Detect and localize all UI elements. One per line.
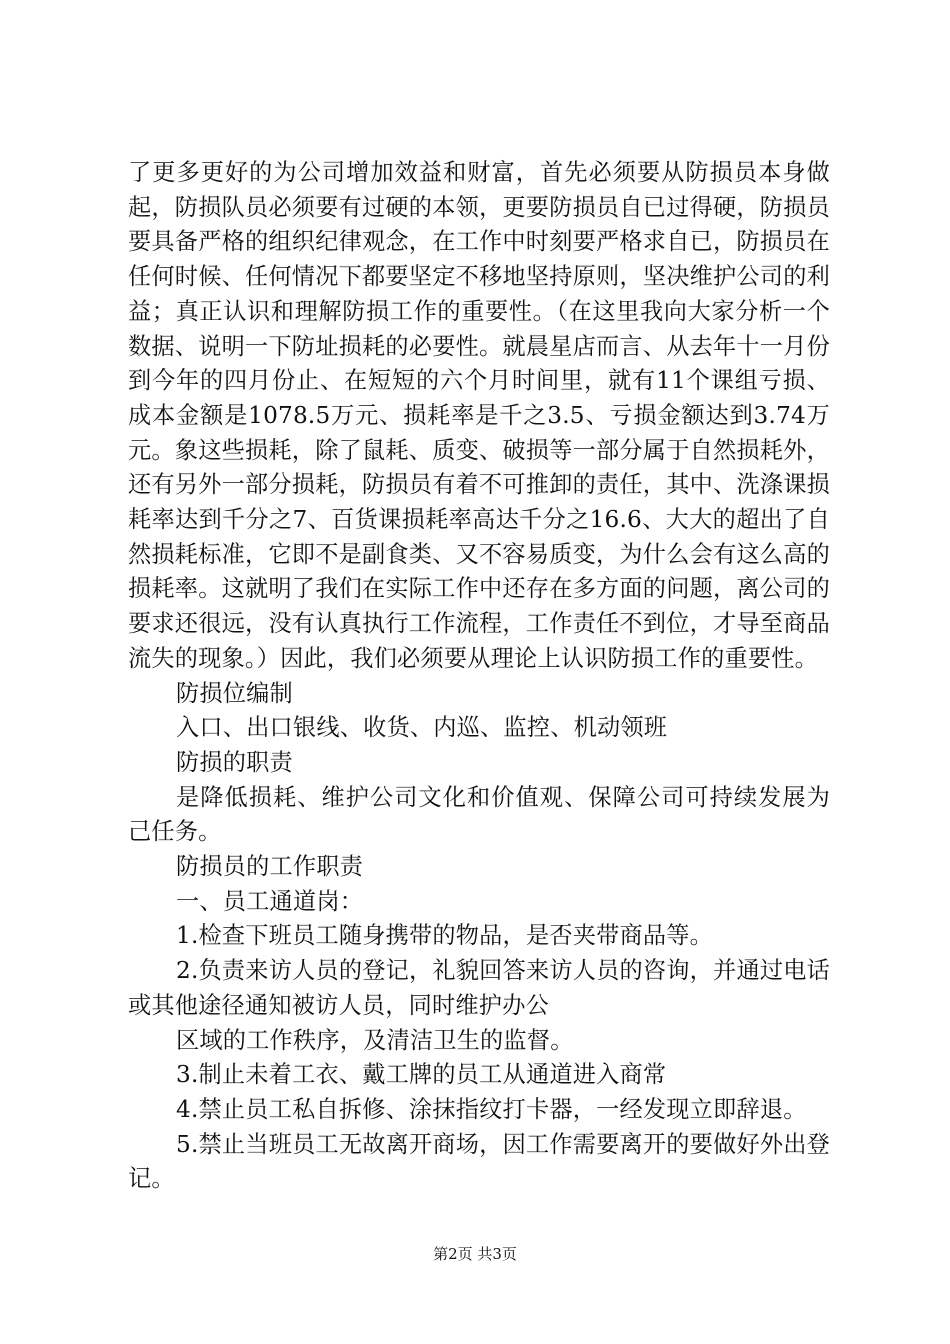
list-item-2-continued: 区域的工作秩序，及清洁卫生的监督。 [176, 1026, 574, 1054]
heading-staffing: 防损位编制 [176, 679, 293, 707]
document-body [128, 156, 830, 1197]
list-item-5: 5.禁止当班员工无故离开商场，因工作需要离开的要做好外出登记。 [128, 1130, 830, 1193]
heading-work-duties: 防损员的工作职责 [176, 853, 364, 881]
heading-duties: 防损的职责 [176, 748, 293, 776]
list-item-1: 1.检查下班员工随身携带的物品，是否夹带商品等。 [176, 922, 714, 950]
list-item-4: 4.禁止员工私自拆修、涂抹指纹打卡器，一经发现立即辞退。 [176, 1095, 807, 1123]
list-item-2: 2.负责来访人员的登记，礼貌回答来访人员的咨询，并通过电话或其他途径通知被访人员，同时维护办公 [128, 957, 830, 1019]
page-number-footer: 第2页 共3页 [433, 1245, 517, 1263]
list-item-3: 3.制止未着工衣、戴工牌的员工从通道进入商常 [176, 1061, 667, 1089]
paragraph-duties: 是降低损耗、维护公司文化和价值观、保障公司可持续发展为己任务。 [128, 783, 830, 846]
heading-staff-passage: 一、员工通道岗： [176, 887, 364, 915]
paragraph-intro: 了更多更好的为公司增加效益和财富，首先必须要从防损员本身做起，防损队员必须要有过硬的本领，更要防损员自已过得硬，防损员要具备严格的组织纪律观念，在工作中时刻要严格求自已，防损员在任何时候、任何情况下都要坚定不移地坚持原则，坚决维护公司的利益；真正认识和理解防损工作的重要性。（在这里我向大家分析一个数据、说明一下防址损耗的必要性。就晨星店而言、从去年十一月份到今年的四月份止、在短短的六个月时间里，就有11个课组亏损、成本金额是1078.5万元、损耗率是千之3.5、亏损金额达到3.74万元。象这些损耗，除了鼠耗、质变、破损等一部分属于自然损耗外，还有另外一部分损耗，防损员有着不可推卸的责任，其中、洗涤课损耗率达到千分之7、百货课损耗率高达千分之16.6、大大的超出了自然损耗标准，它即不是副食类、又不容易质变，为什么会有这么高的损耗率。这就明了我们在实际工作中还存在多方面的问题，离公司的要求还很远，没有认真执行工作流程，工作责任不到位，才导至商品流失的现象。）因此，我们必须要从理论上认识防损工作的重要性。 [128, 159, 830, 672]
paragraph-positions: 入口、出口银线、收货、内巡、监控、机动领班 [176, 714, 668, 742]
